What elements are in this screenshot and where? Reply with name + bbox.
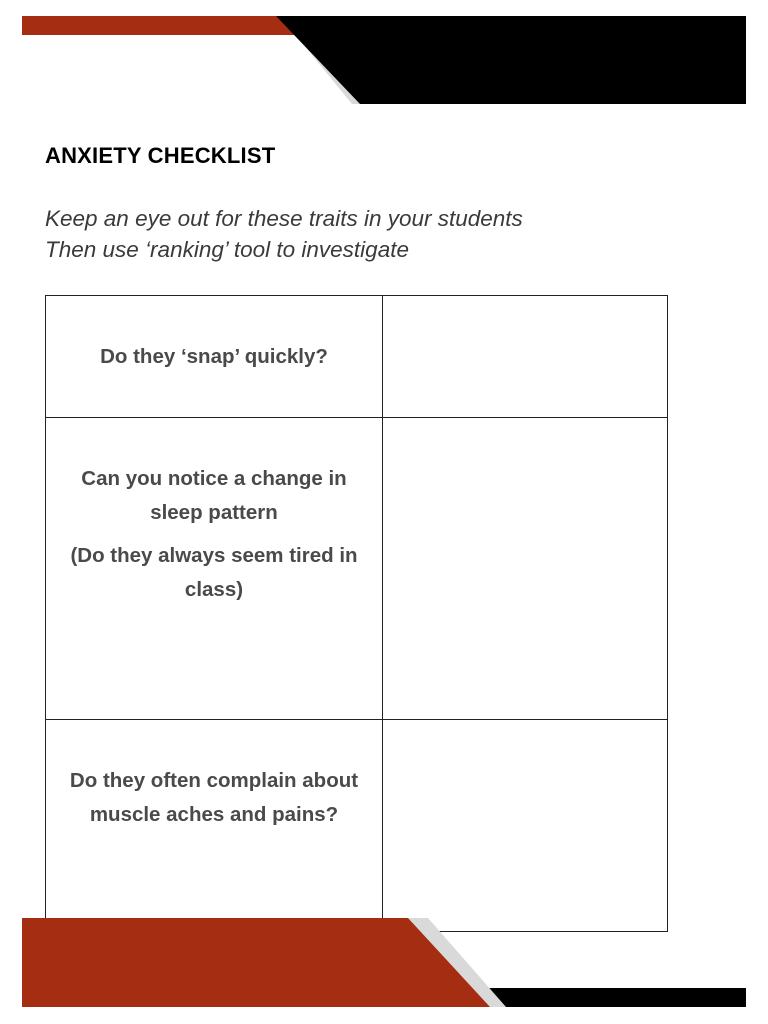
question-note-text: class) bbox=[184, 578, 244, 601]
question-note-text: (Do they always seem tired in bbox=[70, 544, 358, 567]
question-note bbox=[46, 539, 382, 607]
bottom-banner-orange-block bbox=[22, 918, 490, 1007]
question-text: Can you notice a change in bbox=[81, 467, 347, 490]
table-row bbox=[46, 418, 668, 720]
subtitle-line-2: Then use ‘ranking’ tool to investigate bbox=[45, 237, 409, 262]
subtitle-line-1: Keep an eye out for these traits in your students bbox=[45, 206, 523, 231]
question-text: Do they ‘snap’ quickly? bbox=[100, 344, 328, 368]
question-cell bbox=[46, 418, 383, 720]
page-subtitle bbox=[45, 203, 523, 265]
bottom-banner bbox=[0, 910, 768, 1020]
answer-cell[interactable] bbox=[383, 418, 668, 720]
checklist-table bbox=[45, 295, 668, 932]
question-text: muscle aches and pains? bbox=[89, 803, 339, 826]
answer-cell[interactable] bbox=[383, 720, 668, 932]
question-text: sleep pattern bbox=[150, 501, 278, 524]
top-banner-orange-stripe bbox=[22, 16, 300, 35]
table-row bbox=[46, 720, 668, 932]
answer-cell[interactable] bbox=[383, 296, 668, 418]
question-cell bbox=[46, 296, 383, 418]
top-banner bbox=[0, 0, 768, 110]
table-row bbox=[46, 296, 668, 418]
page-title: ANXIETY CHECKLIST bbox=[45, 143, 276, 168]
question-cell bbox=[46, 720, 383, 932]
question-text: Do they often complain about bbox=[69, 769, 359, 792]
